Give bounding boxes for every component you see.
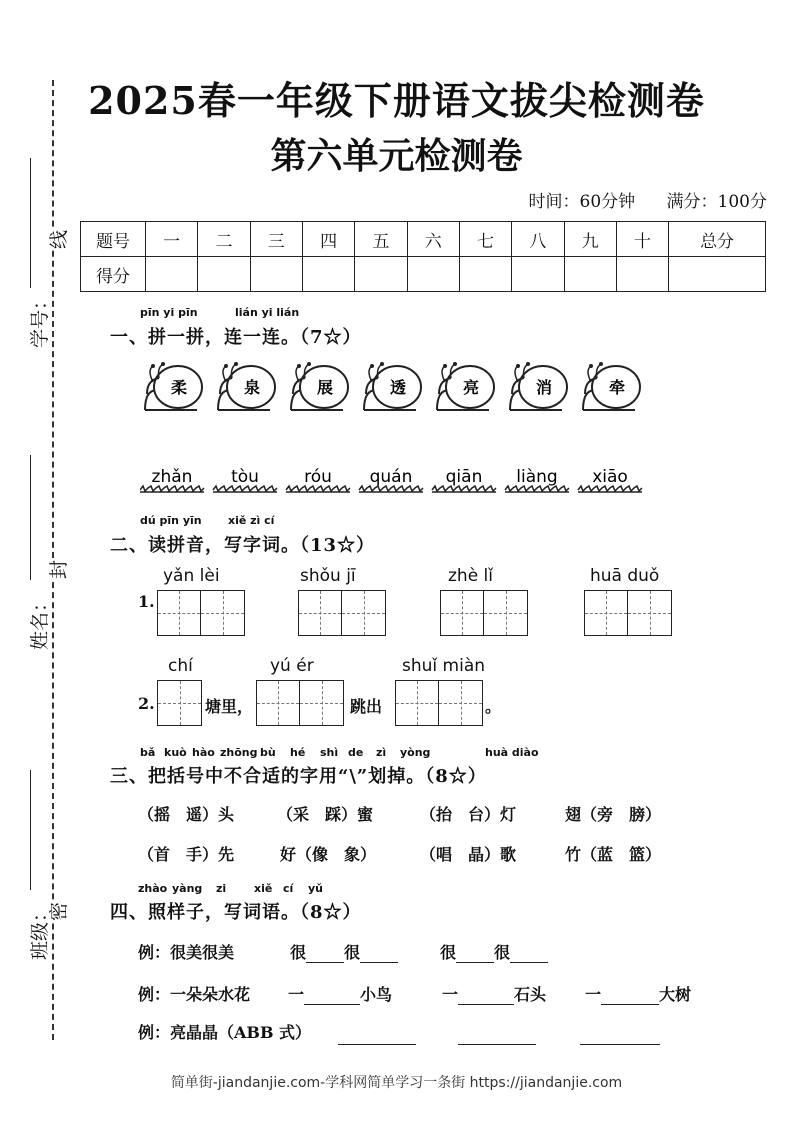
margin-label-xuehao: 学号： (29, 290, 52, 349)
q3-item[interactable]: 翅（旁 膀） (565, 805, 662, 824)
score-cell[interactable] (146, 257, 198, 292)
snail-char: 牵 (608, 378, 626, 397)
q3-pinyin: de (348, 746, 364, 759)
banji-blank[interactable] (30, 770, 31, 890)
score-col: 十 (616, 222, 668, 257)
score-cell[interactable] (459, 257, 511, 292)
q1-pinyin-row (140, 464, 660, 504)
score-col: 总分 (669, 222, 766, 257)
pinyin-grass-item[interactable] (140, 467, 204, 492)
q4-row2 (442, 982, 546, 1005)
q4-word: 一 (442, 985, 459, 1004)
score-cell[interactable] (669, 257, 766, 292)
q4-word: 小鸟 (360, 985, 393, 1004)
q4-pinyin: cí (283, 882, 294, 895)
pinyin-label: qiān (445, 467, 483, 487)
answer-blank[interactable] (338, 1026, 416, 1045)
q3-pinyin: zì (376, 746, 387, 759)
char-grid[interactable] (584, 590, 672, 636)
score-table-label: 题号 (81, 222, 146, 257)
pinyin-label: liàng (516, 467, 558, 487)
answer-blank[interactable] (306, 962, 344, 963)
pinyin-grass-item[interactable] (432, 467, 496, 492)
score-table-label: 得分 (81, 257, 146, 292)
q4-row1-b (440, 940, 548, 963)
pinyin-label: xiāo (592, 467, 628, 487)
score-cell[interactable] (512, 257, 564, 292)
snail-icon[interactable] (145, 362, 202, 410)
snail-char: 透 (389, 378, 407, 397)
q4-row2 (288, 982, 392, 1005)
snail-icon[interactable] (364, 362, 421, 410)
time-info (503, 187, 768, 212)
snail-icons (135, 360, 655, 420)
q2-pinyin: chí (168, 656, 193, 676)
q4-word: 很 (494, 943, 511, 962)
pinyin-label: róu (304, 467, 332, 487)
page-title: 2025春一年级下册语文拔尖检测卷 (88, 78, 705, 123)
q4-word: 一 (585, 985, 602, 1004)
q4-word: 大树 (659, 985, 692, 1004)
q3-pinyin: yòng (400, 746, 431, 759)
q2-title: 二、读拼音，写字词。（13☆） (110, 535, 376, 556)
snail-icon[interactable] (437, 362, 494, 410)
q4-example-1: 例：很美很美 (138, 943, 235, 962)
q4-word: 很 (440, 943, 457, 962)
q2-pinyin: shuǐ miàn (402, 656, 486, 676)
score-col: 七 (459, 222, 511, 257)
page-subtitle: 第六单元检测卷 (270, 135, 523, 177)
char-grid[interactable] (157, 590, 245, 636)
q3-item[interactable]: 竹（蓝 篮） (565, 845, 662, 864)
q4-row2 (585, 982, 691, 1005)
q4-example-2: 例：一朵朵水花 (138, 985, 251, 1004)
score-col: 四 (302, 222, 354, 257)
q3-pinyin: hé (290, 746, 306, 759)
margin-label-mi: 密 (40, 902, 75, 921)
score-cell[interactable] (564, 257, 616, 292)
q4-word: 很 (344, 943, 361, 962)
q3-item[interactable]: （抬 台）灯 (420, 805, 517, 824)
answer-blank[interactable] (304, 1004, 360, 1005)
q3-pinyin: kuò (164, 746, 187, 759)
answer-blank[interactable] (456, 962, 494, 963)
q2-pinyin: yú ér (270, 656, 314, 676)
char-grid[interactable] (157, 680, 202, 726)
score-cell[interactable] (407, 257, 459, 292)
q1-pinyin-2: lián yi lián (235, 306, 300, 319)
q4-pinyin: zi (216, 882, 227, 895)
q3-item[interactable]: （唱 晶）歌 (420, 845, 517, 864)
char-grid[interactable] (256, 680, 344, 726)
q4-pinyin: zhào (138, 882, 168, 895)
score-col: 八 (512, 222, 564, 257)
snail-row (135, 360, 655, 420)
answer-blank[interactable] (510, 962, 548, 963)
margin-label-xian: 线 (40, 230, 75, 249)
q2-pinyin: yǎn lèi (163, 566, 220, 586)
xuehao-blank[interactable] (30, 158, 31, 288)
q4-word: 很 (290, 943, 307, 962)
q2-pinyin: huā duǒ (590, 566, 660, 586)
snail-icon[interactable] (291, 362, 348, 410)
score-table-header-row (81, 222, 766, 257)
q2-pinyin-2: xiě zì cí (228, 514, 275, 527)
score-table (80, 221, 766, 292)
q3-pinyin: huà diào (485, 746, 539, 759)
q3-item[interactable]: （采 踩）蜜 (277, 805, 374, 824)
score-col: 二 (198, 222, 250, 257)
q3-pinyin: bǎ (140, 746, 156, 759)
score-cell[interactable] (355, 257, 407, 292)
q2-row2-text2: 跳出 (350, 697, 383, 716)
score-col: 九 (564, 222, 616, 257)
snail-char: 展 (316, 378, 334, 397)
pinyin-label: quán (369, 467, 413, 487)
pinyin-grass-item[interactable] (359, 467, 423, 492)
answer-blank[interactable] (580, 1026, 660, 1045)
score-cell[interactable] (198, 257, 250, 292)
answer-blank[interactable] (360, 962, 398, 963)
q2-pinyin: shǒu jī (300, 566, 356, 586)
margin-label-banji: 班级： (29, 902, 52, 961)
q4-pinyin: yǔ (308, 882, 324, 895)
snail-icon[interactable] (583, 362, 640, 410)
pinyin-grass-item[interactable] (213, 467, 277, 492)
score-cell[interactable] (302, 257, 354, 292)
q2-row2-text1: 塘里， (205, 697, 254, 716)
char-grid[interactable] (395, 680, 483, 726)
margin-label-feng: 封 (40, 560, 75, 579)
score-cell[interactable] (616, 257, 668, 292)
answer-blank[interactable] (458, 1004, 514, 1005)
snail-char: 亮 (462, 378, 480, 397)
q4-word: 石头 (514, 985, 547, 1004)
q3-item[interactable]: （首 手）先 (138, 845, 235, 864)
snail-icon[interactable] (510, 362, 567, 410)
pinyin-grass-item[interactable] (505, 467, 569, 492)
answer-blank[interactable] (601, 1004, 659, 1005)
answer-blank[interactable] (458, 1026, 536, 1045)
q1-pinyin-1: pīn yi pīn (140, 306, 198, 319)
score-col: 三 (250, 222, 302, 257)
q3-title: 三、把括号中不合适的字用“\”划掉。（8☆） (110, 766, 487, 787)
q4-pinyin: xiě (254, 882, 273, 895)
q3-pinyin: bù (260, 746, 276, 759)
q2-row1-num: 1. (138, 592, 155, 611)
q2-pinyin: zhè lǐ (448, 566, 494, 586)
q4-title: 四、照样子，写词语。（8☆） (110, 902, 362, 923)
snail-char: 柔 (170, 378, 188, 397)
q3-item[interactable]: 好（像 象） (280, 845, 377, 864)
score-cell[interactable] (250, 257, 302, 292)
q2-row2-end: 。 (485, 697, 502, 716)
full-score: 满分：100分 (666, 192, 767, 212)
time-limit: 时间：60分钟 (528, 192, 636, 212)
score-col: 六 (407, 222, 459, 257)
snail-icon[interactable] (218, 362, 275, 410)
q2-pinyin-1: dú pīn yīn (140, 514, 202, 527)
q2-row2-num: 2. (138, 694, 155, 713)
snail-char: 泉 (243, 378, 261, 397)
pinyin-grass-item[interactable] (578, 467, 642, 492)
snail-char: 消 (535, 378, 553, 397)
q3-item[interactable]: （摇 遥）头 (138, 805, 235, 824)
score-col: 一 (146, 222, 198, 257)
pinyin-grass-item[interactable] (286, 467, 350, 492)
char-grid[interactable] (440, 590, 528, 636)
q3-pinyin: hào (192, 746, 215, 759)
xingming-blank[interactable] (30, 455, 31, 580)
q3-pinyin: shì (320, 746, 339, 759)
pinyin-label: tòu (231, 467, 259, 487)
q4-pinyin: yàng (172, 882, 203, 895)
q1-title: 一、拼一拼，连一连。（7☆） (110, 327, 362, 348)
char-grid[interactable] (298, 590, 386, 636)
q4-word: 一 (288, 985, 305, 1004)
score-col: 五 (355, 222, 407, 257)
pinyin-label: zhǎn (151, 467, 193, 487)
footer-watermark: 简单街-jiandanjie.com-学科网简单学习一条街 https://jiandanjie.com (170, 1075, 623, 1091)
q4-row1-a (290, 940, 398, 963)
score-table-score-row (81, 257, 766, 292)
grass-lines (140, 464, 660, 504)
margin-label-xingming: 姓名： (29, 592, 52, 651)
q4-example-3: 例：亮晶晶（ABB 式） (138, 1023, 312, 1042)
q3-pinyin: zhōng (220, 746, 258, 759)
